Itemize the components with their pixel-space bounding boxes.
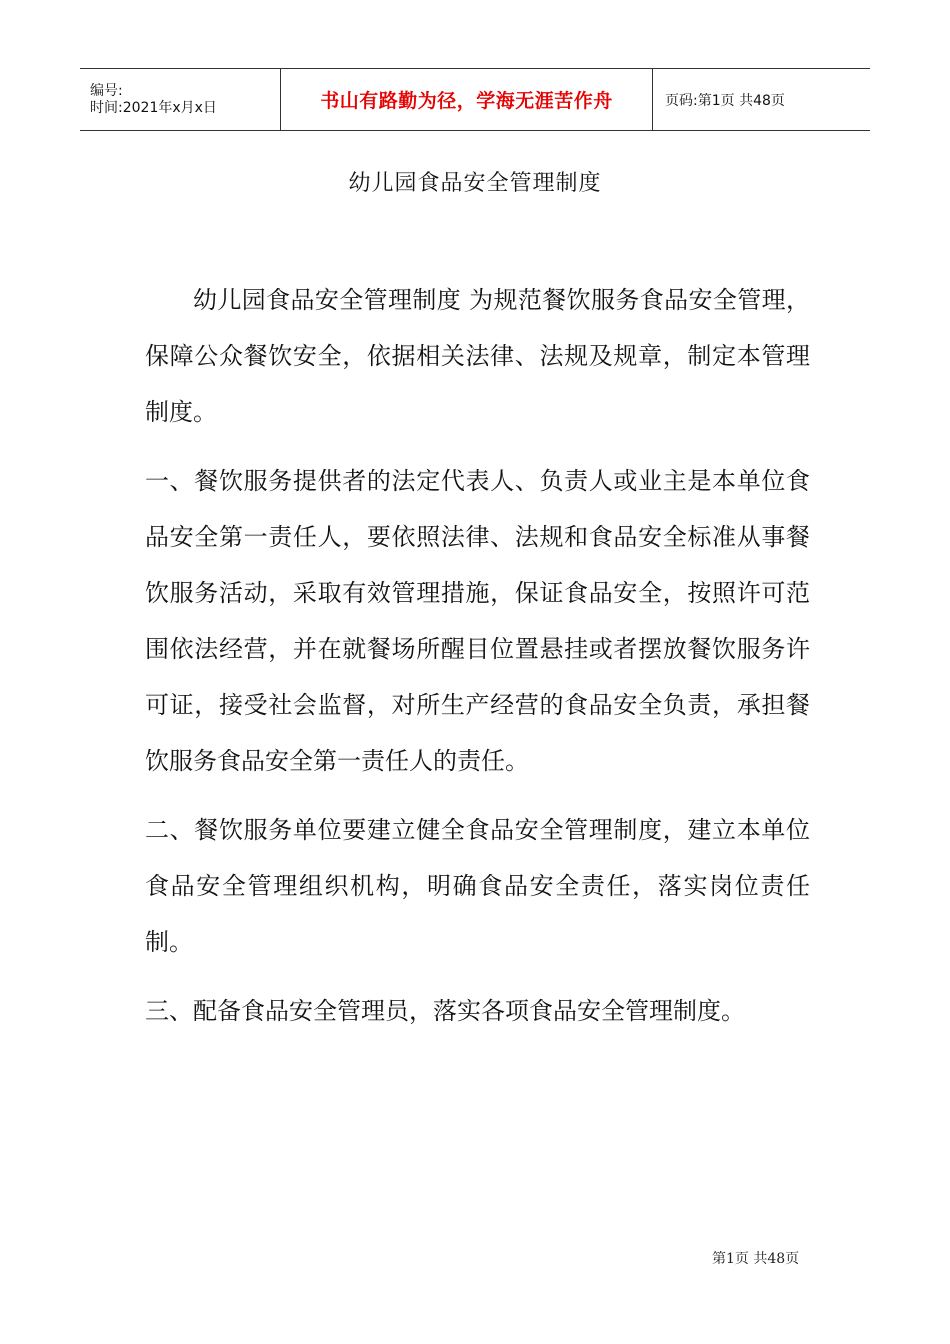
paragraph-item-2: 二、餐饮服务单位要建立健全食品安全管理制度，建立本单位食品安全管理组织机构，明确食品安全责任，落实岗位责任制。 [145,816,810,956]
header-page-info: 页码:第1页 共48页 [665,92,785,109]
header-meta-cell [80,69,281,130]
paragraph-item-1: 一、餐饮服务提供者的法定代表人、负责人或业主是本单位食品安全第一责任人，要依照法律、法规和食品安全标准从事餐饮服务活动，采取有效管理措施，保证食品安全，按照许可范围依法经营，并在就餐场所醒目位置悬挂或者摆放餐饮服务许可证，接受社会监督，对所生产经营的食品安全负责，承担餐饮服务食品安全第一责任人的责任。 [145,467,810,775]
document-title: 幼儿园食品安全管理制度 [348,171,602,196]
page-footer: 第1页 共48页 [712,1251,800,1267]
motto-text: 书山有路勤为径，学海无涯苦作舟 [320,90,613,112]
document-header [80,68,870,131]
document-body [145,272,810,1052]
paragraph-item-3: 三、配备食品安全管理员，落实各项食品安全管理制度。 [145,997,745,1025]
date-label: 时间:2021年x月x日 [90,99,217,116]
paragraph-intro: 幼儿园食品安全管理制度 为规范餐饮服务食品安全管理，保障公众餐饮安全，依据相关法律、法规及规章，制定本管理制度。 [145,286,810,426]
header-page-cell [653,69,870,130]
number-label: 编号: [90,82,123,99]
header-motto-cell [281,69,653,130]
